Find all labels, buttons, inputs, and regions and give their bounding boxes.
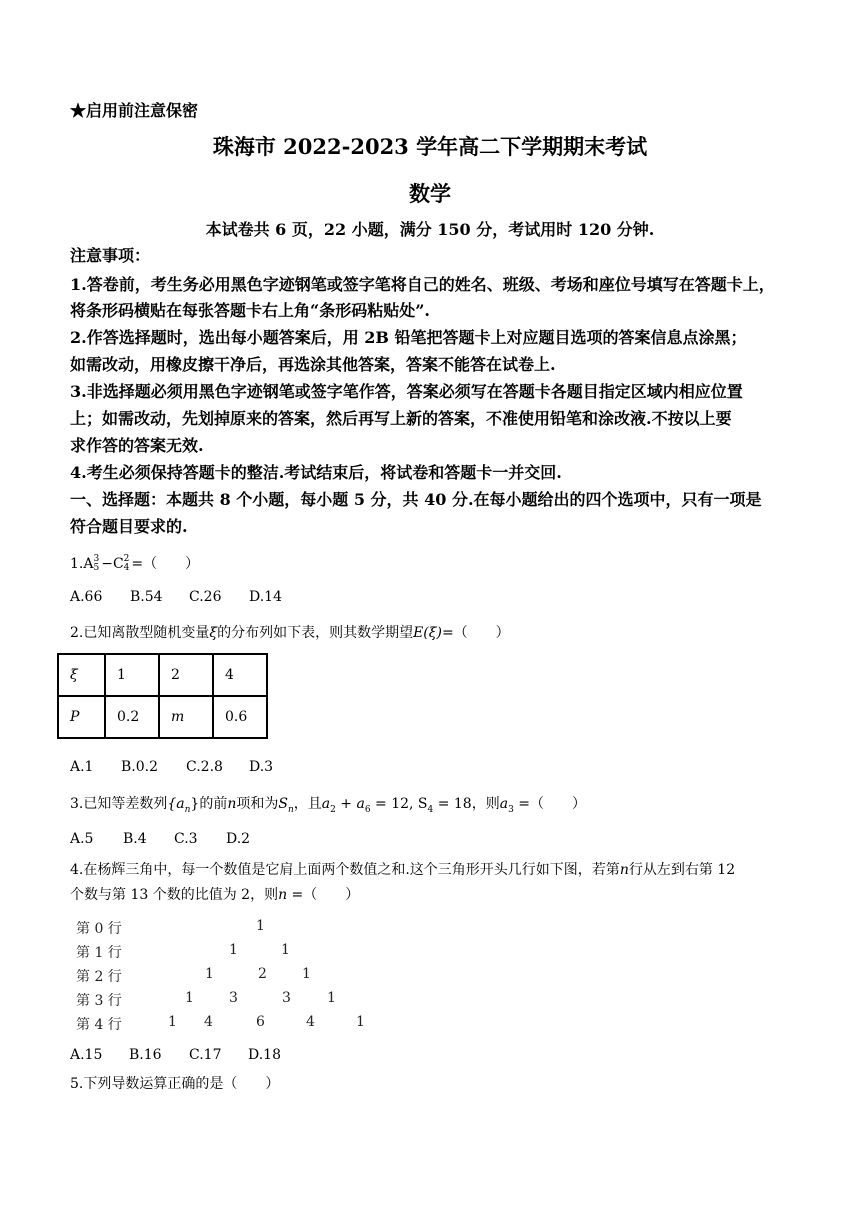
comb-symbol: C [112, 556, 124, 572]
option-a: A.1 [70, 759, 94, 775]
row-label: 第 2 行 [76, 969, 122, 985]
triangle-value: 1 [256, 918, 265, 934]
expectation-symbol: E(ξ) [413, 625, 442, 641]
row-label: 第 0 行 [76, 921, 122, 937]
triangle-value: 1 [168, 1014, 177, 1030]
option-c: C.17 [189, 1047, 222, 1063]
confidential-mark: ★启用前注意保密 [70, 101, 199, 120]
variable-xi: ξ [209, 625, 218, 641]
option-c: C.26 [189, 589, 222, 605]
table-cell: 4 [213, 654, 267, 696]
option-a: A.66 [70, 589, 103, 605]
option-a: A.15 [70, 1047, 103, 1063]
exam-info: 本试卷共 6 页，22 小题，满分 150 分，考试用时 120 分钟. [205, 220, 655, 239]
note-line: 如需改动，用橡皮擦干净后，再选涂其他答案，答案不能答在试卷上. [70, 355, 556, 374]
table-cell: 0.2 [105, 696, 159, 738]
perm-symbol: A [83, 556, 94, 572]
row-label: 第 4 行 [76, 1017, 122, 1033]
question-text: ，则 [471, 796, 500, 812]
row-label: 第 3 行 [76, 993, 122, 1009]
term-symbol: a [321, 796, 331, 812]
question-5: 5.下列导数运算正确的是（ ） [70, 1076, 280, 1092]
option-c: C.2.8 [186, 759, 223, 775]
question-text: 4.在杨辉三角中，每一个数值是它肩上面两个数值之和.这个三角形开头几行如下图，若第 [70, 862, 620, 878]
question-text: 3.已知等差数列 [70, 796, 168, 812]
triangle-value: 1 [185, 990, 194, 1006]
note-line: 3.非选择题必须用黑色字迹钢笔或签字笔作答，答案必须写在答题卡各题目指定区域内相应位置 [70, 382, 743, 401]
triangle-value: 3 [229, 990, 238, 1006]
option-b: B.16 [129, 1047, 162, 1063]
distribution-table [57, 653, 268, 739]
triangle-value: 1 [327, 990, 336, 1006]
subject-title: 数学 [409, 181, 451, 206]
question-1 [70, 553, 199, 573]
question-4-line2 [70, 884, 359, 904]
term-symbol: + a [335, 796, 365, 812]
triangle-value: 2 [258, 966, 267, 982]
table-cell: m [159, 696, 213, 738]
option-c: C.3 [174, 831, 198, 847]
table-cell: 0.6 [213, 696, 267, 738]
option-b: B.4 [123, 831, 147, 847]
variable-n: n [227, 796, 237, 812]
question-text: 2.已知离散型随机变量 [70, 625, 210, 641]
option-d: D.18 [248, 1047, 281, 1063]
option-d: D.2 [226, 831, 251, 847]
sum-symbol: S [278, 796, 288, 812]
sum-subscript: 4 [427, 804, 434, 815]
sequence-subscript: n [184, 804, 191, 815]
sum-subscript: n [287, 804, 294, 815]
question-tail: =（ ） [513, 796, 586, 812]
comb-sub: 4 [123, 563, 130, 573]
table-cell: ξ [58, 654, 105, 696]
triangle-value: 3 [282, 990, 291, 1006]
question-number: 1. [70, 556, 84, 572]
row-label: 第 1 行 [76, 945, 122, 961]
table-cell: 1 [105, 654, 159, 696]
section-heading: 一、选择题：本题共 8 个小题，每小题 5 分，共 40 分.在每小题给出的四个选项中，只有一项是 [70, 490, 762, 509]
note-line: 2.作答选择题时，选出每小题答案后，用 2B 铅笔把答题卡上对应题目选项的答案信息点涂黑； [70, 328, 747, 347]
note-line: 1.答卷前，考生务必用黑色字迹钢笔或签字笔将自己的姓名、班级、考场和座位号填写在答题卡上， [70, 275, 775, 294]
variable-n: n [619, 862, 629, 878]
triangle-value: 1 [356, 1014, 365, 1030]
triangle-value: 4 [204, 1014, 213, 1030]
term-subscript: 6 [364, 804, 371, 815]
note-line: 上；如需改动，先划掉原来的答案，然后再写上新的答案，不准使用铅笔和涂改液.不按以上要 [70, 409, 732, 428]
exam-title: 珠海市 2022-2023 学年高二下学期期末考试 [212, 134, 648, 159]
question-2 [70, 622, 510, 642]
option-b: B.0.2 [121, 759, 159, 775]
variable-n: n [278, 887, 288, 903]
option-d: D.14 [249, 589, 282, 605]
table-row [58, 654, 267, 696]
question-tail: =（ ） [131, 556, 200, 572]
perm-sup: 3 [93, 554, 100, 564]
question-4-line1 [70, 859, 735, 879]
perm-sub: 5 [93, 563, 100, 573]
equation-text: = 12, S [370, 796, 428, 812]
table-row [58, 696, 267, 738]
comb-sup: 2 [123, 554, 130, 564]
question-tail: =（ ） [287, 887, 360, 903]
table-cell: 2 [159, 654, 213, 696]
triangle-value: 1 [281, 942, 290, 958]
sequence-symbol: {a [167, 796, 185, 812]
question-text: 的前 [199, 796, 228, 812]
triangle-value: 1 [205, 966, 214, 982]
minus-sign: − [101, 556, 113, 572]
notes-heading: 注意事项： [70, 246, 151, 265]
sequence-brace: } [190, 796, 200, 812]
question-3 [70, 793, 586, 815]
question-text: 项和为 [236, 796, 279, 812]
triangle-value: 4 [306, 1014, 315, 1030]
term-subscript: 2 [330, 804, 336, 815]
question-tail: =（ ） [441, 625, 510, 641]
term-symbol: a [499, 796, 509, 812]
note-line: 将条形码横贴在每张答题卡右上角“条形码粘贴处”. [70, 301, 430, 320]
question-text: 个数与第 13 个数的比值为 2，则 [70, 887, 279, 903]
term-subscript: 3 [508, 804, 514, 815]
option-b: B.54 [130, 589, 163, 605]
triangle-value: 1 [229, 942, 238, 958]
triangle-value: 1 [302, 966, 311, 982]
equation-text: = 18 [433, 796, 472, 812]
section-heading-cont: 符合题目要求的. [70, 517, 188, 536]
note-line: 求作答的答案无效. [70, 436, 204, 455]
triangle-value: 6 [256, 1014, 265, 1030]
question-text: 行从左到右第 12 [628, 862, 736, 878]
question-text: 的分布列如下表，则其数学期望 [217, 625, 414, 641]
option-a: A.5 [70, 831, 94, 847]
table-cell: P [58, 696, 105, 738]
question-text: ，且 [293, 796, 322, 812]
option-d: D.3 [249, 759, 274, 775]
note-line: 4.考生必须保持答题卡的整洁.考试结束后，将试卷和答题卡一并交回. [70, 463, 562, 482]
